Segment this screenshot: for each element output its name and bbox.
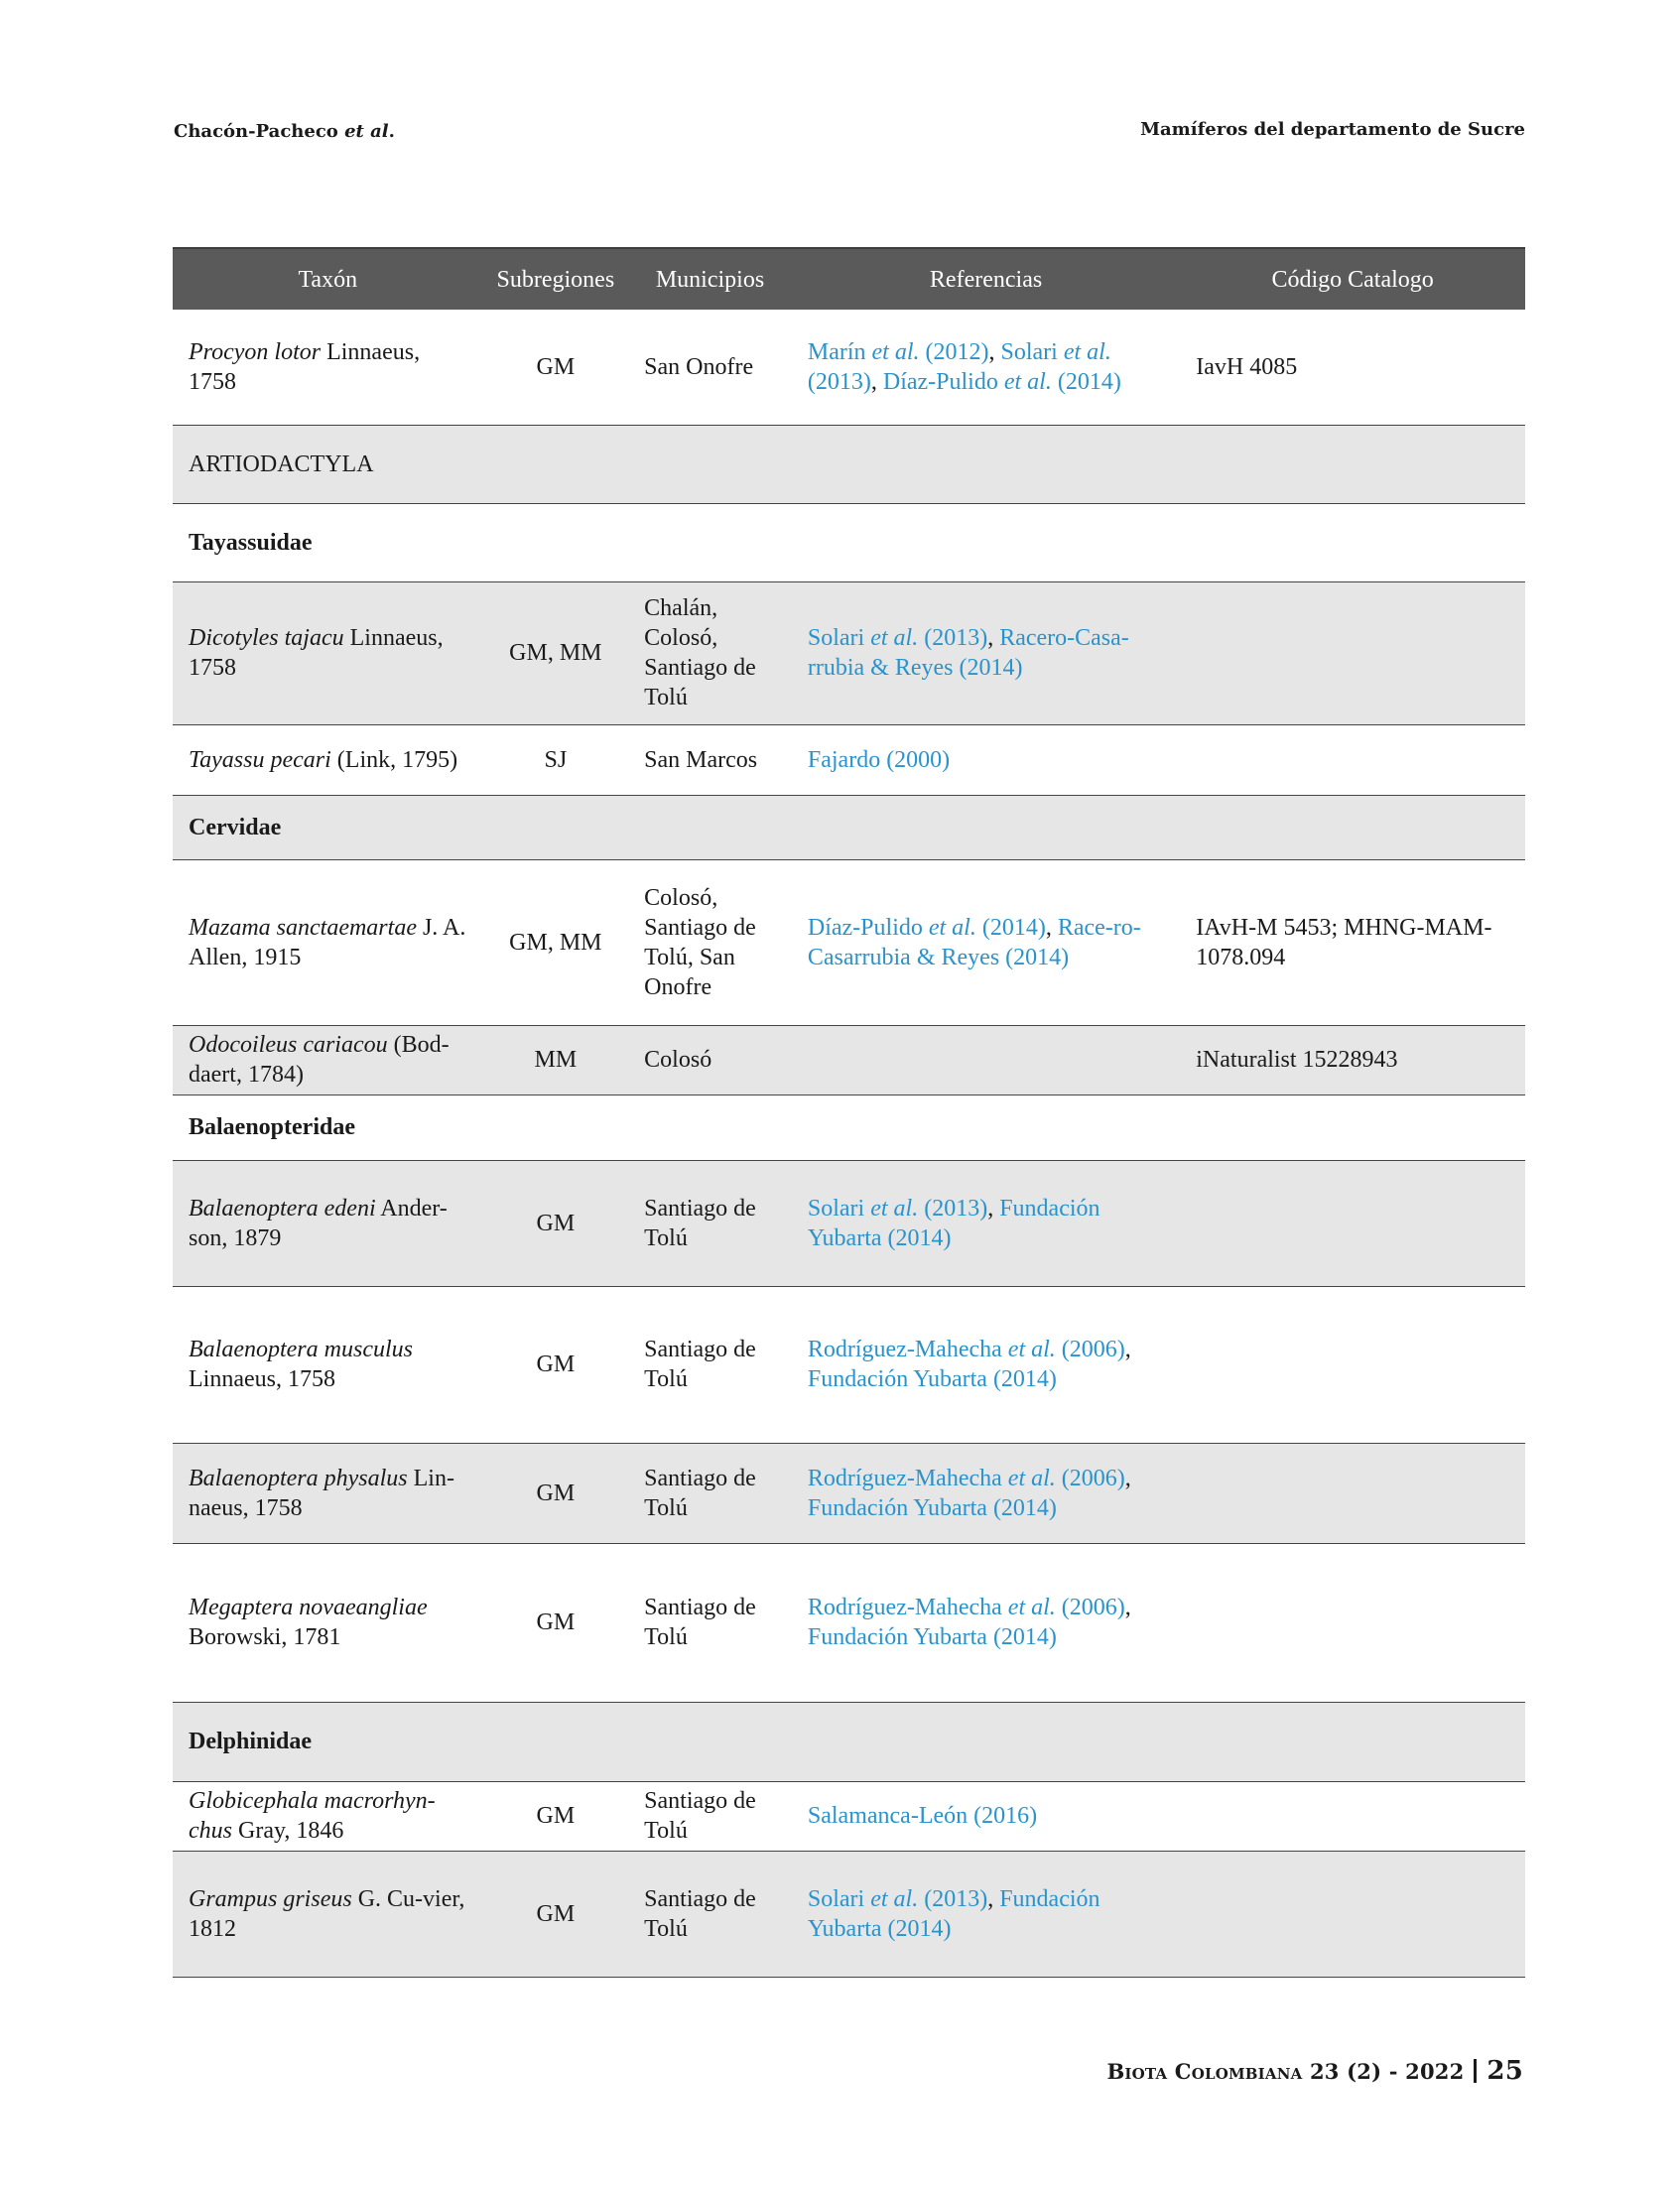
table-row [173, 724, 1525, 795]
reference-part: (2014) [1051, 368, 1121, 395]
order-label: ARTIODACTYLA [173, 425, 1525, 503]
reference-part: Salamanca-León (2016) [807, 1803, 1038, 1829]
authority: (Link, 1795) [330, 746, 458, 773]
taxon-cell [173, 1851, 483, 1977]
taxon-cell [173, 1286, 483, 1443]
reference-part: Racero-Casa-rrubia & Reyes (2014) [807, 625, 1129, 681]
reference-separator: , [987, 1885, 1000, 1912]
municipio-cell: Chalán, Colosó, Santiago de Tolú [628, 581, 792, 724]
journal-name: Biota Colombiana [1106, 2059, 1303, 2084]
catalog-cell [1180, 1443, 1525, 1543]
catalog-cell [1180, 724, 1525, 795]
subregion-cell: GM [483, 1781, 629, 1851]
table-row [173, 859, 1525, 1025]
reference-part: Fundación Yubarta (2014) [807, 1494, 1057, 1521]
running-head-author [174, 121, 395, 142]
municipio-cell: Santiago de Tolú [628, 1781, 792, 1851]
family-row [173, 795, 1525, 859]
footer-divider [1474, 2059, 1477, 2083]
reference-part: et al. [1003, 368, 1052, 395]
authority: Ander-son, 1879 [189, 1195, 448, 1251]
scientific-name: Procyon lotor [189, 338, 322, 365]
reference-part: Solari [807, 625, 871, 651]
subregion-cell: GM [483, 1543, 629, 1702]
table-row [173, 1443, 1525, 1543]
reference-part: (2012) [919, 338, 989, 365]
family-row [173, 1702, 1525, 1781]
reference-separator: , [987, 1195, 1000, 1222]
scientific-name: Megaptera novaeangliae [189, 1595, 428, 1620]
table-row [173, 581, 1525, 724]
authority: Lin-naeus, 1758 [189, 1465, 454, 1521]
reference-part: et al. [870, 1195, 919, 1222]
catalog-cell [1180, 1781, 1525, 1851]
reference-separator: , [987, 625, 1000, 651]
reference-part: et al. [870, 1885, 919, 1912]
reference-part: et al. [1007, 1595, 1056, 1620]
scientific-name: Tayassu pecari [189, 746, 331, 773]
subregion-cell: GM [483, 1160, 629, 1286]
scientific-name: Balaenoptera musculus [189, 1337, 413, 1362]
municipio-cell: Colosó, Santiago de Tolú, San Onofre [628, 859, 792, 1025]
subregion-cell: SJ [483, 724, 629, 795]
reference-part: Fundación Yubarta (2014) [807, 1624, 1057, 1650]
taxon-cell [173, 1781, 483, 1851]
reference-part: Fundación Yubarta (2014) [807, 1366, 1057, 1392]
municipio-cell: Santiago de Tolú [628, 1543, 792, 1702]
catalog-cell [1180, 1543, 1525, 1702]
col-header-taxon: Taxón [173, 248, 483, 310]
reference-part: Race-ro-Casarrubia & Reyes (2014) [807, 914, 1141, 970]
reference-cell [792, 310, 1180, 425]
page-footer [1106, 2056, 1523, 2086]
col-header-codigo: Código Catalogo [1180, 248, 1525, 310]
col-header-municipios: Municipios [628, 248, 792, 310]
page-number: 25 [1486, 2056, 1523, 2086]
table-row [173, 1851, 1525, 1977]
reference-part: et al. [871, 338, 920, 365]
catalog-cell: IAvH-M 5453; MHNG-MAM-1078.094 [1180, 859, 1525, 1025]
reference-cell [792, 1781, 1180, 1851]
reference-part: Solari [807, 1885, 871, 1912]
family-label: Tayassuidae [173, 503, 1525, 581]
municipio-cell: San Onofre [628, 310, 792, 425]
reference-part: et al. [1007, 1337, 1056, 1362]
table-row [173, 1160, 1525, 1286]
catalog-cell [1180, 1160, 1525, 1286]
taxon-cell [173, 1543, 483, 1702]
reference-part: Fundación Yubarta (2014) [807, 1885, 1100, 1942]
reference-separator: , [870, 368, 883, 395]
reference-separator: , [1124, 1595, 1131, 1620]
authority: Linnaeus, 1758 [189, 338, 421, 395]
taxon-cell [173, 1160, 483, 1286]
reference-part: Fundación Yubarta (2014) [807, 1195, 1100, 1251]
municipio-cell: Santiago de Tolú [628, 1851, 792, 1977]
running-head-title: Mamíferos del departamento de Sucre [1140, 119, 1525, 140]
reference-cell [792, 1851, 1180, 1977]
catalog-cell: IavH 4085 [1180, 310, 1525, 425]
family-label: Cervidae [173, 795, 1525, 859]
reference-part: Rodríguez-Mahecha [807, 1337, 1008, 1362]
authority: J. A. Allen, 1915 [189, 914, 466, 970]
col-header-subregiones: Subregiones [483, 248, 629, 310]
reference-part: Fajardo (2000) [807, 746, 951, 773]
table-header-row [173, 248, 1525, 310]
authority: Borowski, 1781 [189, 1624, 341, 1650]
taxon-cell [173, 724, 483, 795]
scientific-name: Odocoileus cariacou [189, 1032, 388, 1058]
species-table [173, 247, 1525, 1978]
reference-part: (2014) [975, 914, 1046, 941]
author-etal: et al [344, 121, 389, 142]
author-period: . [388, 121, 395, 142]
table-row [173, 1781, 1525, 1851]
catalog-cell [1180, 1286, 1525, 1443]
reference-part: et al. [928, 914, 976, 941]
reference-part: et al. [870, 625, 919, 651]
municipio-cell: Santiago de Tolú [628, 1160, 792, 1286]
reference-part: Díaz-Pulido [882, 368, 1004, 395]
scientific-name: Balaenoptera physalus [189, 1465, 408, 1491]
reference-cell [792, 1543, 1180, 1702]
reference-part: (2013) [807, 368, 871, 395]
reference-part: et al. [1063, 338, 1111, 365]
reference-cell [792, 1025, 1180, 1094]
order-row [173, 425, 1525, 503]
author-name: Chacón-Pacheco [174, 121, 338, 142]
reference-part: (2006) [1055, 1465, 1125, 1491]
authority: G. Cu-vier, 1812 [189, 1885, 465, 1942]
reference-separator: , [1045, 914, 1058, 941]
catalog-cell [1180, 1851, 1525, 1977]
authority: Linnaeus, 1758 [189, 1366, 335, 1392]
subregion-cell: GM [483, 1286, 629, 1443]
taxon-cell [173, 859, 483, 1025]
scientific-name: Balaenoptera edeni [189, 1195, 376, 1222]
reference-separator: , [1124, 1337, 1131, 1362]
catalog-cell [1180, 581, 1525, 724]
reference-cell [792, 1443, 1180, 1543]
reference-part: (2006) [1055, 1595, 1125, 1620]
subregion-cell: GM [483, 1443, 629, 1543]
table-row [173, 310, 1525, 425]
reference-separator: , [988, 338, 1001, 365]
subregion-cell: GM, MM [483, 859, 629, 1025]
reference-part: Solari [807, 1195, 871, 1222]
reference-cell [792, 1286, 1180, 1443]
family-label: Delphinidae [173, 1702, 1525, 1781]
taxon-cell [173, 1443, 483, 1543]
taxon-cell [173, 581, 483, 724]
family-row [173, 1094, 1525, 1160]
subregion-cell: GM, MM [483, 581, 629, 724]
subregion-cell: GM [483, 310, 629, 425]
reference-part: (2013) [918, 1885, 988, 1912]
table-row [173, 1286, 1525, 1443]
municipio-cell: Santiago de Tolú [628, 1286, 792, 1443]
reference-separator: , [1124, 1465, 1131, 1491]
table-row [173, 1025, 1525, 1094]
scientific-name: Globicephala macrorhyn-chus [189, 1788, 436, 1844]
reference-part: Rodríguez-Mahecha [807, 1465, 1008, 1491]
reference-part: Marín [807, 338, 872, 365]
col-header-referencias: Referencias [792, 248, 1180, 310]
authority: Gray, 1846 [232, 1818, 344, 1844]
family-label: Balaenopteridae [173, 1094, 1525, 1160]
reference-part: (2013) [918, 1195, 988, 1222]
municipio-cell: San Marcos [628, 724, 792, 795]
scientific-name: Dicotyles tajacu [189, 625, 344, 651]
reference-part: (2006) [1055, 1337, 1125, 1362]
municipio-cell: Santiago de Tolú [628, 1443, 792, 1543]
reference-part: Díaz-Pulido [807, 914, 929, 941]
municipio-cell: Colosó [628, 1025, 792, 1094]
scientific-name: Grampus griseus [189, 1885, 352, 1912]
reference-cell [792, 1160, 1180, 1286]
subregion-cell: GM [483, 1851, 629, 1977]
reference-cell [792, 724, 1180, 795]
reference-cell [792, 859, 1180, 1025]
subregion-cell: MM [483, 1025, 629, 1094]
reference-cell [792, 581, 1180, 724]
reference-part: (2013) [918, 625, 988, 651]
catalog-cell: iNaturalist 15228943 [1180, 1025, 1525, 1094]
reference-part: et al. [1007, 1465, 1056, 1491]
authority: Linnaeus, 1758 [189, 625, 444, 681]
reference-part: Solari [1000, 338, 1064, 365]
table-row [173, 1543, 1525, 1702]
reference-part: Rodríguez-Mahecha [807, 1595, 1008, 1620]
scientific-name: Mazama sanctaemartae [189, 914, 417, 941]
taxon-cell [173, 1025, 483, 1094]
family-row [173, 503, 1525, 581]
authority: (Bod-daert, 1784) [189, 1032, 450, 1088]
journal-volume: 23 (2) - 2022 [1310, 2059, 1465, 2084]
taxon-cell [173, 310, 483, 425]
